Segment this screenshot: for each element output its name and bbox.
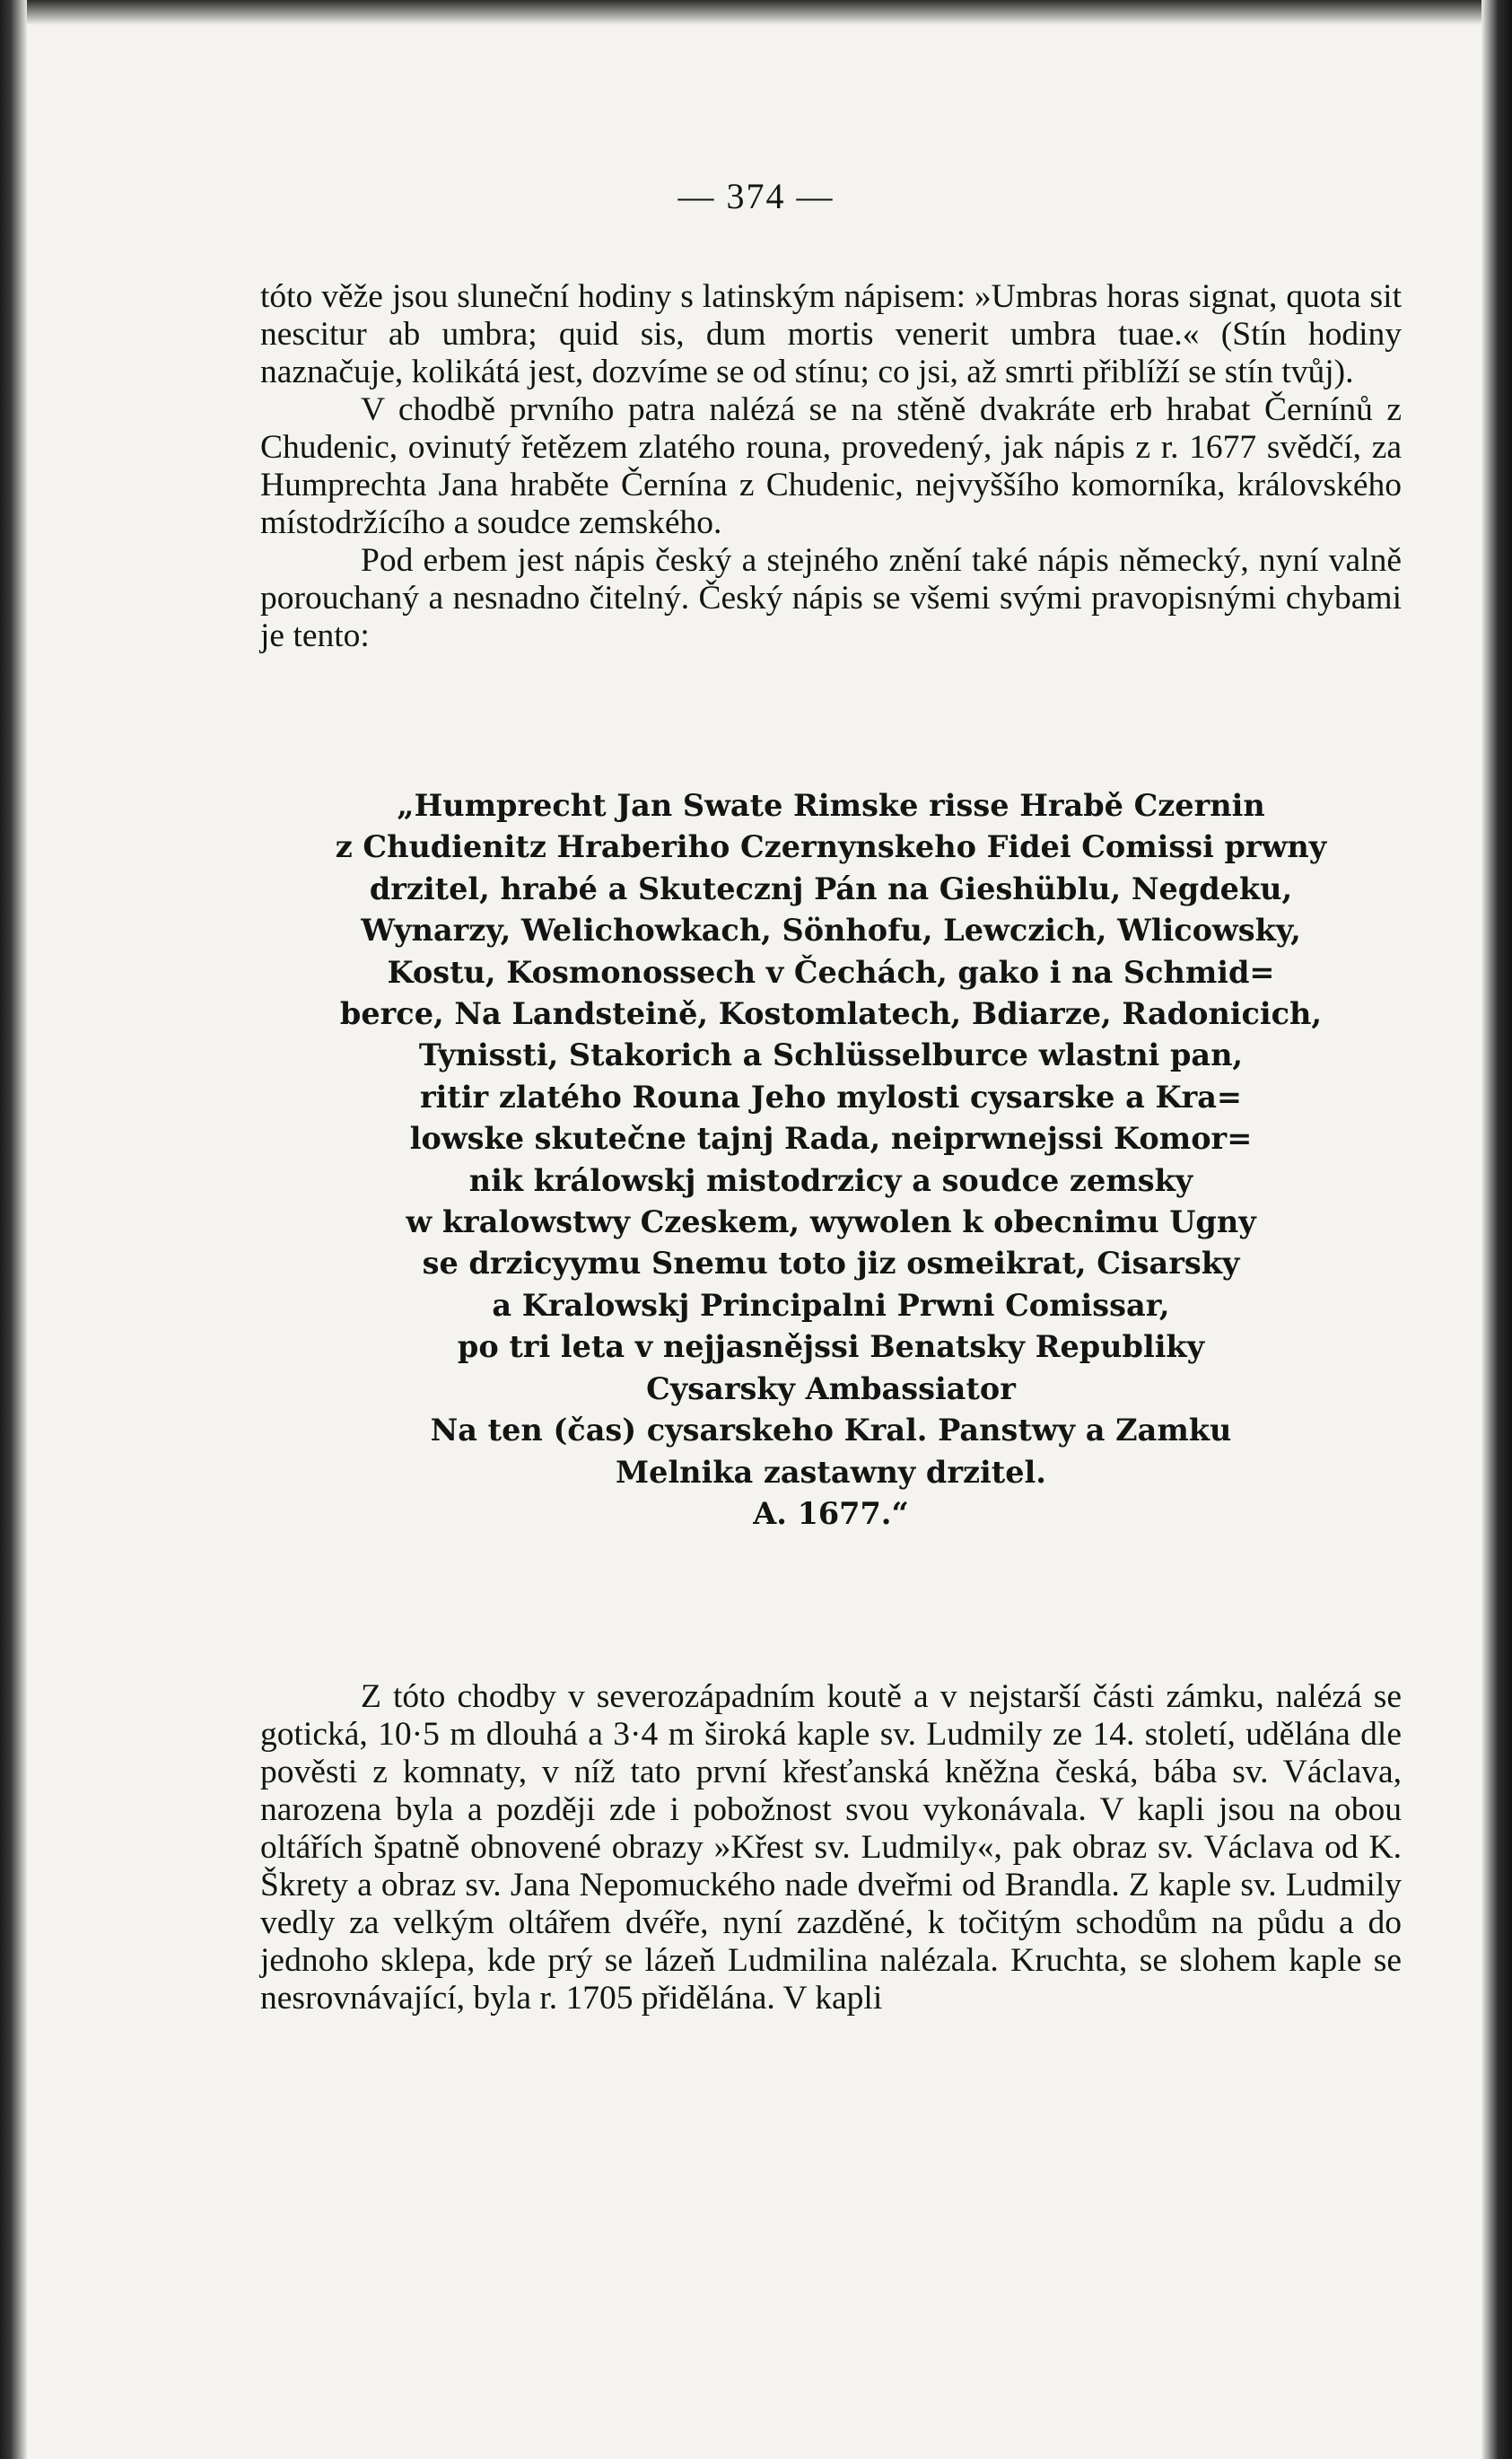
inscription-line: Melnika zastawny drzitel.	[616, 1454, 1046, 1490]
page-edge-right	[1481, 0, 1512, 2459]
paragraph-chapel: Z tóto chodby v severozápadním koutě a v nejstarší části zámku, nalézá se gotická, 10·5 m dlouhá a 3·4 m široká kaple sv. Ludmily ze 14. století, udělána dle pověsti z komnaty, v níž tato první křesťanská kněžna česká, bába sv. Václava, narozena byla a později zde i pobožnost svou vykonávala. V kapli jsou na obou oltářích špatně obnovené obrazy »Křest sv. Ludmily«, pak obraz sv. Václava od K. Škrety a obraz sv. Jana Nepomuckého nade dveřmi od Brandla. Z kaple sv. Ludmily vedly za velkým oltářem dvéře, nyní zazděné, k točitým schodům na půdu a do jednoho sklepa, kde prý se lázeň Ludmilina nalézala. Kruchta, se slohem kaple se nesrovnávající, byla r. 1705 přidělána. V kapli	[260, 1678, 1402, 2017]
inscription-line: se drzicyymu Snemu toto jiz osmeikrat, Cisarsky	[422, 1246, 1240, 1282]
inscription-line: w kralowstwy Czeskem, wywolen k obecnimu Ugny	[406, 1204, 1256, 1240]
inscription-line: Wynarzy, Welichowkach, Sönhofu, Lewczich, Wlicowsky,	[361, 913, 1301, 949]
inscription-line: Kostu, Kosmonossech v Čechách, gako i na Schmid=	[387, 954, 1275, 990]
inscription-line: Cysarsky Ambassiator	[646, 1370, 1016, 1406]
top-text	[260, 278, 1402, 655]
inscription-line: Na ten (čas) cysarskeho Kral. Panstwy a Zamku	[430, 1413, 1232, 1448]
paragraph-inscription-intro: Pod erbem jest nápis český a stejného znění také nápis německý, nyní valně porouchaný a nesnadno čitelný. Český nápis se všemi svými pravopisnými chybami je tento:	[260, 542, 1402, 654]
inscription-line: po tri leta v nejjasnějssi Benatsky Republiky	[457, 1329, 1205, 1365]
inscription-line: ritir zlatého Rouna Jeho mylosti cysarske a Kra=	[419, 1079, 1243, 1115]
inscription-line: lowske skutečne tajnj Rada, neiprwnejssi Komor=	[409, 1121, 1253, 1157]
inscription-line: z Chudienitz Hraberiho Czernynskeho Fidei Comissi prwny	[335, 829, 1327, 865]
inscription-line: Tynissti, Stakorich a Schlüsselburce wlastni pan,	[418, 1037, 1244, 1073]
inscription-line: A. 1677.“	[753, 1495, 909, 1531]
page-number: — 374 —	[677, 176, 835, 216]
inscription-line: berce, Na Landsteině, Kostomlatech, Bdiarze, Radonicich,	[339, 996, 1323, 1032]
inscription-line: „Humprecht Jan Swate Rimske risse Hrabě Czernin	[397, 788, 1265, 823]
inscription-line: nik králowskj mistodrzicy a soudce zemsky	[468, 1162, 1193, 1198]
paragraph-sundial: tóto věže jsou sluneční hodiny s latinským nápisem: »Umbras horas signat, quota sit nescitur ab umbra; quid sis, dum mortis venerit umbra tuae.« (Stín hodiny naznačuje, kolikátá jest, dozvíme se od stínu; co jsi, až smrti přiblíží se stín tvůj).	[260, 278, 1402, 390]
bottom-text	[260, 1678, 1402, 2017]
paragraph-coat-of-arms: V chodbě prvního patra nalézá se na stěně dvakráte erb hrabat Černínů z Chudenic, ovinutý řetězem zlatého rouna, provedený, jak nápis z r. 1677 svědčí, za Humprechta Jana hraběte Černína z Chudenic, nejvyššího komorníka, královského místodržícího a soudce zemského.	[260, 391, 1402, 541]
blackletter-inscription	[260, 785, 1402, 1535]
page-edge-left	[0, 0, 27, 2459]
inscription-line: drzitel, hrabé a Skutecznj Pán na Gieshüblu, Negdeku,	[369, 871, 1293, 906]
inscription-line: a Kralowskj Principalni Prwni Comissar,	[492, 1287, 1170, 1323]
page-edge-top	[0, 0, 1512, 25]
